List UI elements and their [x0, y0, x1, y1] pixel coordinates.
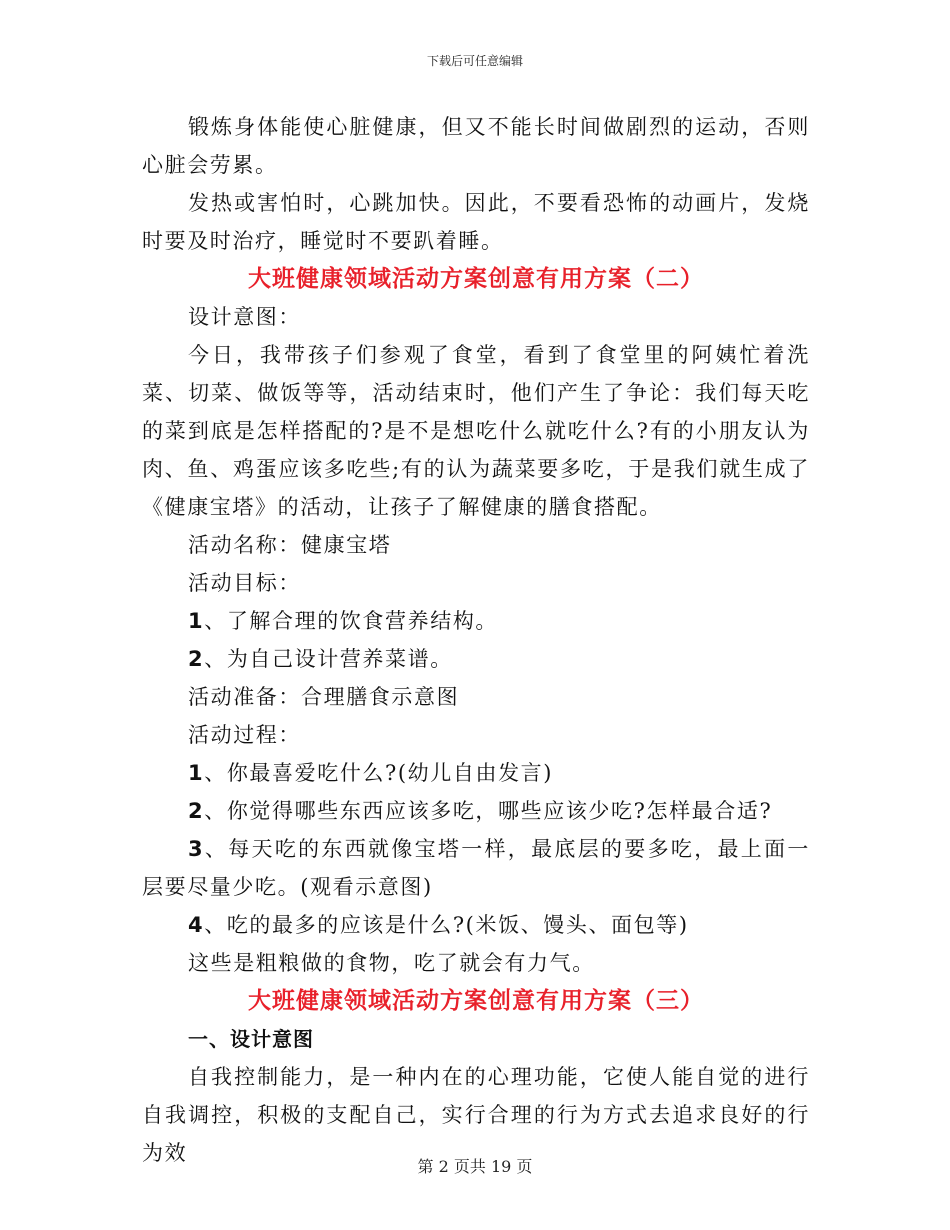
design-intent-label: 设计意图：	[188, 305, 301, 329]
page-footer: 第 2 页共 19 页	[417, 1157, 533, 1176]
paragraph-fever-fear: 发热或害怕时，心跳加快。因此，不要看恐怖的动画片，发烧时要及时治疗，睡觉时不要趴着睡。	[142, 191, 810, 253]
paragraph-coarse-grain: 这些是粗粮做的食物，吃了就会有力气。	[188, 951, 595, 975]
goal-item-1-text: 、了解合理的饮食营养结构。	[204, 609, 499, 633]
paragraph-canteen-visit: 今日，我带孩子们参观了食堂，看到了食堂里的阿姨忙着洗菜、切菜、做饭等等，活动结束时，他们产生了争论：我们每天吃的菜到底是怎样搭配的?是不是想吃什么就吃什么?有的小朋友认为肉、鱼、鸡蛋应该多吃些;有的认为蔬菜要多吃，于是我们就生成了《健康宝塔》的活动，让孩子了解健康的膳食搭配。	[142, 343, 810, 519]
process-step-3	[142, 830, 810, 906]
goal-item-2	[142, 640, 810, 678]
goal-item-1	[142, 602, 810, 640]
document-body	[142, 108, 810, 1172]
process-step-2	[142, 792, 810, 830]
section-heading-3: 大班健康领域活动方案创意有用方案（三）	[248, 988, 704, 1014]
process-step-4	[142, 906, 810, 944]
paragraph-self-control: 自我控制能力，是一种内在的心理功能，它使人能自觉的进行自我调控，积极的支配自己，实行合理的行为方式去追求良好的行为效	[142, 1065, 810, 1165]
goal-item-1-number: 1	[188, 609, 205, 633]
process-step-1	[142, 754, 810, 792]
activity-name: 活动名称：健康宝塔	[188, 533, 392, 557]
page-header: 下载后可任意编辑	[426, 54, 523, 68]
process-step-4-text: 、吃的最多的应该是什么?(米饭、馒头、面包等)	[204, 913, 689, 937]
process-step-4-number: 4	[188, 913, 205, 937]
goal-item-2-number: 2	[188, 647, 205, 671]
process-step-1-text: 、你最喜爱吃什么?(幼儿自由发言)	[204, 761, 554, 785]
process-step-2-number: 2	[188, 799, 205, 823]
subsection-title-design-intent: 一、设计意图	[188, 1027, 314, 1051]
process-step-3-number: 3	[188, 837, 205, 861]
goal-item-2-text: 、为自己设计营养菜谱。	[204, 647, 453, 671]
activity-process-label: 活动过程：	[188, 723, 301, 747]
activity-goal-label: 活动目标：	[188, 571, 301, 595]
activity-prep: 活动准备：合理膳食示意图	[188, 685, 460, 709]
process-step-2-text: 、你觉得哪些东西应该多吃，哪些应该少吃?怎样最合适?	[204, 799, 773, 823]
paragraph-heart-exercise: 锻炼身体能使心脏健康，但又不能长时间做剧烈的运动，否则心脏会劳累。	[142, 115, 810, 177]
section-heading-2: 大班健康领域活动方案创意有用方案（二）	[248, 266, 704, 292]
process-step-1-number: 1	[188, 761, 205, 785]
process-step-3-text: 、每天吃的东西就像宝塔一样，最底层的要多吃，最上面一层要尽量少吃。(观看示意图)	[142, 837, 810, 899]
